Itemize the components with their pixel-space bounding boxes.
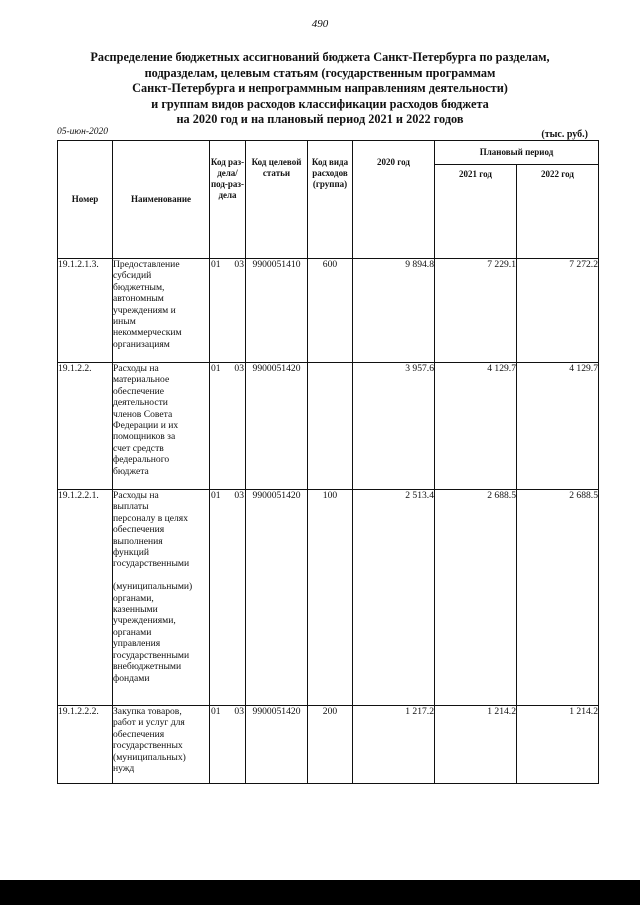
row-name: Расходы на материальное обеспечение деятельности членов Совета Федерации и их помощников за счет средств федерального бюджета bbox=[113, 363, 179, 477]
row-expense-type bbox=[308, 363, 353, 490]
row-subsection: 03 bbox=[234, 363, 244, 374]
title-line: подразделам, целевым статьям (государственным программам bbox=[144, 65, 496, 80]
table-row bbox=[58, 363, 599, 490]
header-expense-type: Код вида расходов (группа) bbox=[308, 141, 353, 259]
row-expense-type: 100 bbox=[308, 490, 353, 706]
row-target: 9900051420 bbox=[246, 706, 308, 784]
table-row bbox=[58, 706, 599, 784]
header-2022: 2022 год bbox=[517, 165, 599, 259]
row-2020: 9 894.8 bbox=[353, 259, 435, 363]
row-section: 01 bbox=[211, 259, 221, 270]
table-row bbox=[58, 259, 599, 363]
title-line: на 2020 год и на плановый период 2021 и 2022 годов bbox=[176, 112, 464, 126]
document-date: 05-июн-2020 bbox=[57, 127, 108, 137]
scan-bottom-edge bbox=[0, 880, 640, 905]
row-number: 19.1.2.2.1. bbox=[58, 490, 113, 706]
row-target: 9900051420 bbox=[246, 490, 308, 706]
header-name: Наименование bbox=[113, 141, 210, 259]
document-title bbox=[40, 50, 600, 128]
row-number: 19.1.2.2. bbox=[58, 363, 113, 490]
row-subsection: 03 bbox=[234, 706, 244, 717]
title-line: Санкт-Петербурга и непрограммным направлениям деятельности) bbox=[132, 81, 508, 95]
units-label: (тыс. руб.) bbox=[541, 129, 588, 140]
row-subsection: 03 bbox=[234, 259, 244, 270]
row-expense-type: 600 bbox=[308, 259, 353, 363]
header-2020: 2020 год bbox=[353, 141, 435, 259]
page-number: 490 bbox=[311, 18, 329, 30]
row-2021: 4 129.7 bbox=[435, 363, 517, 490]
title-line: Распределение бюджетных ассигнований бюджета Санкт-Петербурга по разделам, bbox=[90, 50, 550, 64]
row-target: 9900051420 bbox=[246, 363, 308, 490]
row-2022: 2 688.5 bbox=[517, 490, 599, 706]
row-target: 9900051410 bbox=[246, 259, 308, 363]
row-subsection: 03 bbox=[234, 490, 244, 501]
row-expense-type: 200 bbox=[308, 706, 353, 784]
row-2020: 1 217.2 bbox=[353, 706, 435, 784]
title-line: и группам видов расходов классификации расходов бюджета bbox=[151, 96, 489, 111]
budget-table bbox=[57, 140, 599, 784]
header-section: Код раз-дела/ под-раз-дела bbox=[210, 141, 246, 259]
row-section: 01 bbox=[211, 363, 221, 374]
table-row bbox=[58, 490, 599, 706]
row-2022: 7 272.2 bbox=[517, 259, 599, 363]
row-name: Предоставление субсидий бюджетным, автономным учреждениям и иным некоммерческим организациям bbox=[113, 259, 182, 350]
row-2022: 1 214.2 bbox=[517, 706, 599, 784]
row-2021: 1 214.2 bbox=[435, 706, 517, 784]
row-section: 01 bbox=[211, 706, 221, 717]
row-section: 01 bbox=[211, 490, 221, 501]
header-planning-period: Плановый период bbox=[435, 141, 599, 165]
row-name: Закупка товаров, работ и услуг для обеспечения государственных (муниципальных) нужд bbox=[113, 706, 186, 775]
header-number: Номер bbox=[58, 141, 113, 259]
row-2022: 4 129.7 bbox=[517, 363, 599, 490]
row-number: 19.1.2.2.2. bbox=[58, 706, 113, 784]
row-2020: 2 513.4 bbox=[353, 490, 435, 706]
header-target: Код целевой статьи bbox=[246, 141, 308, 259]
row-2021: 7 229.1 bbox=[435, 259, 517, 363]
row-number: 19.1.2.1.3. bbox=[58, 259, 113, 363]
row-name: Расходы на выплаты персоналу в целях обеспечения выполнения функций государственными (муниципальными) органами, казенными учреждениями, органами управления государственными внебюджетными фондами bbox=[113, 490, 193, 684]
row-2020: 3 957.6 bbox=[353, 363, 435, 490]
header-2021: 2021 год bbox=[435, 165, 517, 259]
row-2021: 2 688.5 bbox=[435, 490, 517, 706]
